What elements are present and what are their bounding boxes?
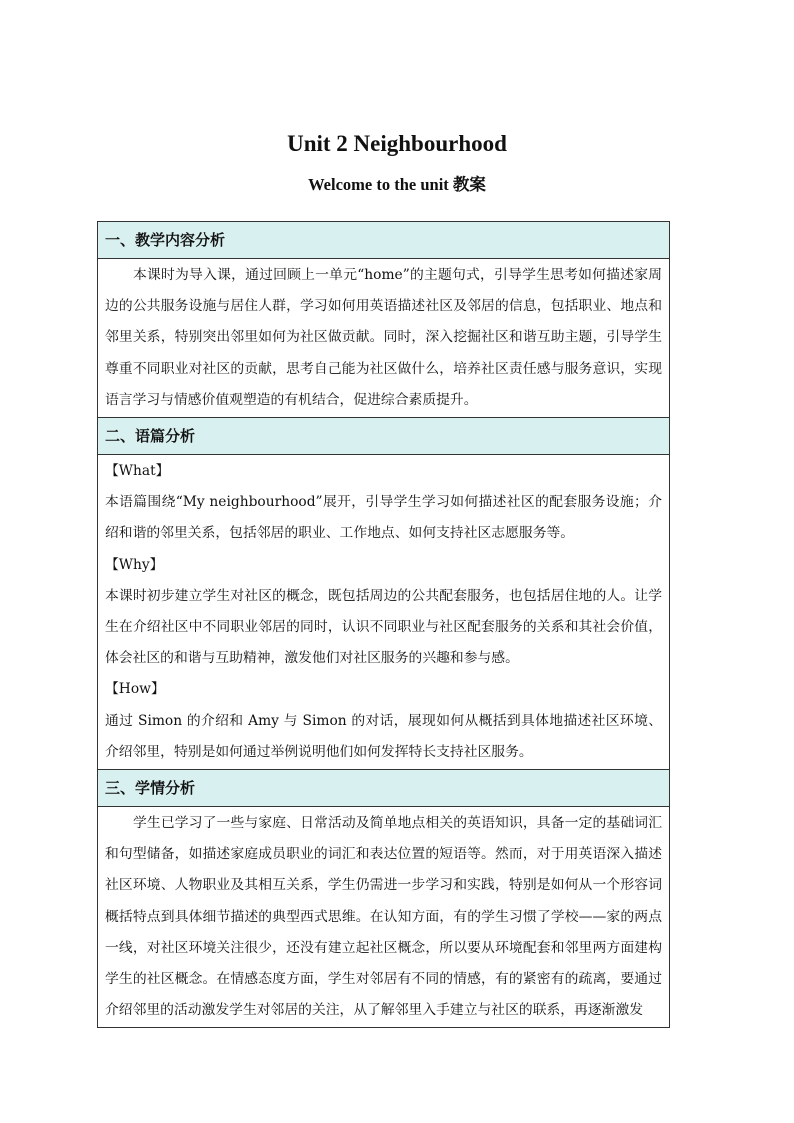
what-tag: 【What】 (105, 463, 170, 480)
lesson-plan-table (97, 221, 670, 1028)
how-text: 通过 Simon 的介绍和 Amy 与 Simon 的对话，展现如何从概括到具体地描述社区环境、介绍邻里，特别是如何通过举例说明他们如何发挥特长支持社区服务。 (105, 712, 662, 760)
content-analysis-body (98, 259, 670, 418)
section-body-row (98, 259, 670, 418)
why-text: 本课时初步建立学生对社区的概念，既包括周边的公共配套服务，也包括居住地的人。让学生在介绍社区中不同职业邻居的同时，认识不同职业与社区配套服务的关系和其社会价值，体会社区的和谐与互助精神，激发他们对社区服务的兴趣和参与感。 (105, 587, 662, 667)
what-text: 本语篇围绕“My neighbourhood”展开，引导学生学习如何描述社区的配套服务设施；介绍和谐的邻里关系，包括邻居的职业、工作地点、如何支持社区志愿服务等。 (105, 494, 662, 542)
learner-analysis-body (98, 807, 670, 1028)
section-header-row (98, 222, 670, 259)
document-subtitle: Welcome to the unit 教案 (308, 175, 486, 194)
section-body-row (98, 455, 670, 770)
why-tag: 【Why】 (105, 556, 164, 573)
text-analysis-heading: 二、语篇分析 (98, 418, 670, 455)
learner-analysis-text: 学生已学习了一些与家庭、日常活动及简单地点相关的英语知识，具备一定的基础词汇和句型储备，如描述家庭成员职业的词汇和表达位置的短语等。然而，对于用英语深入描述社区环境、人物职业及其相互关系，学生仍需进一步学习和实践，特别是如何从一个形容词概括特点到具体细节描述的典型西式思维。在认知方面，有的学生习惯了学校——家的两点一线，对社区环境关注很少，还没有建立起社区概念，所以要从环境配套和邻里两方面建构学生的社区概念。在情感态度方面，学生对邻居有不同的情感，有的紧密有的疏离，要通过介绍邻里的活动激发学生对邻居的关注，从了解邻里入手建立与社区的联系，再逐渐激发 (105, 815, 662, 1019)
text-analysis-body (98, 455, 670, 770)
content-analysis-heading: 一、教学内容分析 (98, 222, 670, 259)
how-tag: 【How】 (105, 681, 165, 698)
section-body-row (98, 807, 670, 1028)
learner-analysis-heading: 三、学情分析 (98, 770, 670, 807)
section-header-row (98, 770, 670, 807)
content-analysis-text: 本课时为导入课，通过回顾上一单元“home”的主题句式，引导学生思考如何描述家周边的公共服务设施与居住人群，学习如何用英语描述社区及邻居的信息，包括职业、地点和邻里关系，特别突出邻里如何为社区做贡献。同时，深入挖掘社区和谐互助主题，引导学生尊重不同职业对社区的贡献，思考自己能为社区做什么，培养社区责任感与服务意识，实现语言学习与情感价值观塑造的有机结合，促进综合素质提升。 (105, 267, 662, 408)
section-header-row (98, 418, 670, 455)
document-title: Unit 2 Neighbourhood (287, 131, 507, 156)
